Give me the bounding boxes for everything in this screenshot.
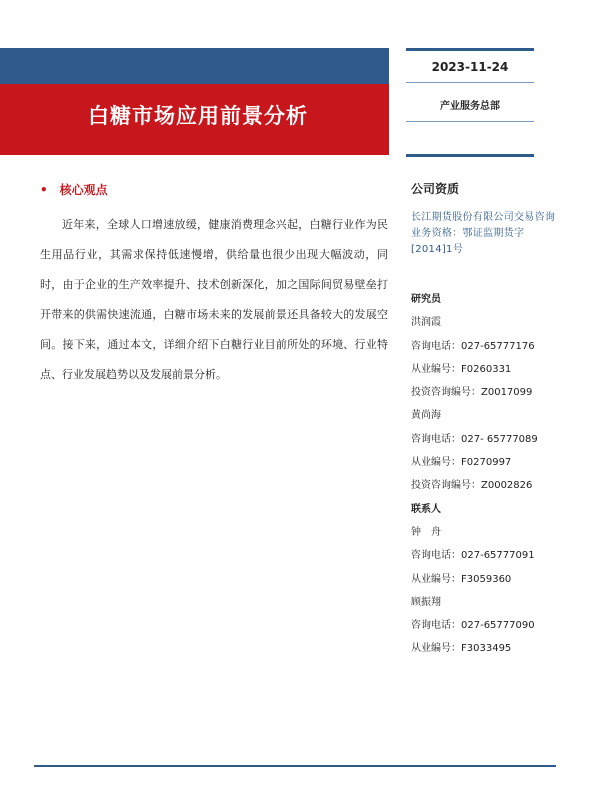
report-date: 2023-11-24 <box>431 60 509 74</box>
department-name: 产业服务总部 <box>440 101 500 112</box>
date-box-top-rule <box>406 48 534 51</box>
researcher-name: 洪润霞 <box>411 317 441 329</box>
contact-license: 从业编号：F3059360 <box>411 573 512 585</box>
core-viewpoint-body: 近年来，全球人口增速放缓，健康消费理念兴起，白糖行业作为民生用品行业，其需求保持低速慢增，供给量也很少出现大幅波动，同时，由于企业的生产效率提升、技术创新深化，加之国际间贸易壁垒打开带来的供需快速流通，白糖市场未来的发展前景还具备较大的发展空间。接下来，通过本文，详细介绍下白糖行业目前所处的环境、行业特点、行业发展趋势以及发展前景分析。 <box>40 218 388 381</box>
researcher-consult-id: 投资咨询编号：Z0017099 <box>411 387 533 399</box>
researcher-license: 从业编号：F0270997 <box>411 457 512 469</box>
contact-person-label: 联系人 <box>411 503 441 515</box>
researcher-name: 黄尚海 <box>411 410 441 422</box>
researcher-consult-id: 投资咨询编号：Z0002826 <box>411 480 533 492</box>
date-box-divider <box>406 121 534 122</box>
footer-rule <box>34 765 556 767</box>
company-qualification-text: 长江期货股份有限公司交易咨询业务资格：鄂证监期货字[2014]1号 <box>411 212 556 255</box>
core-viewpoint-heading <box>40 181 108 198</box>
contact-phone: 咨询电话：027-65777091 <box>411 550 535 562</box>
researchers-label: 研究员 <box>411 294 441 305</box>
company-qualification-heading: 公司资质 <box>411 182 460 196</box>
date-box-bottom-rule <box>406 154 534 157</box>
sidebar-info <box>411 180 561 661</box>
date-box-divider <box>406 82 534 83</box>
core-viewpoint-label: 核心观点 <box>59 183 108 197</box>
report-title: 白糖市场应用前景分析 <box>88 104 308 128</box>
contact-name: 顾振翔 <box>411 596 441 608</box>
contact-name: 钟 舟 <box>411 526 441 538</box>
contact-phone: 咨询电话：027-65777090 <box>411 620 535 632</box>
researcher-phone: 咨询电话：027-65777176 <box>411 340 535 352</box>
bullet-icon: • <box>40 183 48 197</box>
researcher-phone: 咨询电话：027- 65777089 <box>411 433 538 445</box>
contacts-list <box>411 288 561 661</box>
contact-license: 从业编号：F3033495 <box>411 643 512 655</box>
header-blue-band <box>0 48 389 84</box>
researcher-license: 从业编号：F0260331 <box>411 363 512 375</box>
